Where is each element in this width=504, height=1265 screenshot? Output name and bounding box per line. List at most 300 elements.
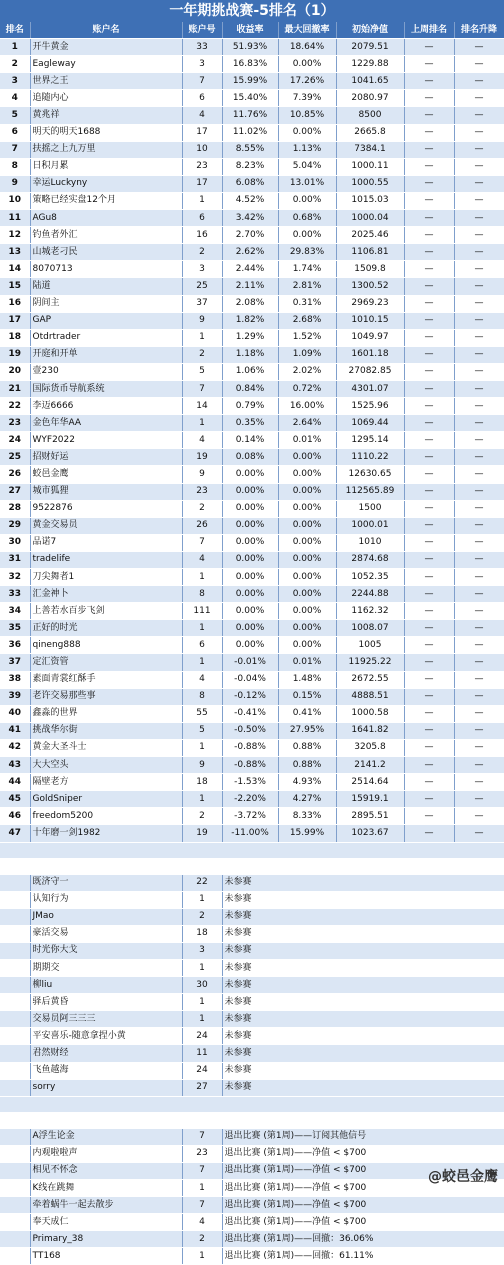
table-cell: 2.62% bbox=[222, 244, 278, 261]
table-cell bbox=[0, 925, 30, 942]
table-cell: 19 bbox=[182, 825, 222, 842]
table-cell: 1000.04 bbox=[336, 210, 404, 227]
table-cell: 0.00% bbox=[278, 483, 336, 500]
table-row bbox=[0, 39, 504, 56]
exited-row bbox=[0, 1214, 504, 1231]
table-cell: 24 bbox=[182, 1062, 222, 1079]
table-cell: 7 bbox=[182, 1197, 222, 1214]
table-cell: — bbox=[454, 210, 504, 227]
table-cell: 2080.97 bbox=[336, 90, 404, 107]
table-cell: 1500 bbox=[336, 500, 404, 517]
table-cell: 2079.51 bbox=[336, 39, 404, 56]
table-cell: — bbox=[454, 124, 504, 141]
table-cell: 退出比赛 (第1周)——回撤：36.06% bbox=[222, 1231, 504, 1248]
table-cell: 19 bbox=[182, 449, 222, 466]
table-cell: — bbox=[454, 688, 504, 705]
table-cell: 平安喜乐-随意拿捏小黄 bbox=[30, 1028, 182, 1045]
table-cell: 41 bbox=[0, 722, 30, 739]
table-cell: — bbox=[404, 90, 454, 107]
table-cell: — bbox=[404, 637, 454, 654]
table-cell: — bbox=[454, 586, 504, 603]
table-cell: 1 bbox=[182, 415, 222, 432]
not-joined-row bbox=[0, 994, 504, 1011]
table-cell: 未参赛 bbox=[222, 1028, 504, 1045]
exited-row bbox=[0, 1128, 504, 1145]
table-cell: 5 bbox=[182, 363, 222, 380]
table-cell: 7 bbox=[182, 1162, 222, 1179]
table-cell: 1 bbox=[182, 1180, 222, 1197]
spacer-row bbox=[0, 1096, 504, 1112]
table-cell: 3 bbox=[182, 56, 222, 73]
table-cell: 1 bbox=[182, 620, 222, 637]
table-cell: — bbox=[454, 705, 504, 722]
table-row bbox=[0, 432, 504, 449]
table-cell: 11925.22 bbox=[336, 654, 404, 671]
table-cell: 1 bbox=[182, 791, 222, 808]
table-cell: 0.00% bbox=[222, 517, 278, 534]
table-cell: 4 bbox=[182, 1214, 222, 1231]
table-row bbox=[0, 415, 504, 432]
table-cell: 山城老刁民 bbox=[30, 244, 182, 261]
table-cell: 8 bbox=[182, 586, 222, 603]
table-cell bbox=[0, 874, 30, 891]
exited-row bbox=[0, 1248, 504, 1265]
table-cell: 12630.65 bbox=[336, 466, 404, 483]
table-cell: 内观啦啦声 bbox=[30, 1145, 182, 1162]
table-cell: — bbox=[454, 825, 504, 842]
table-cell: 2 bbox=[182, 500, 222, 517]
table-cell: Primary_38 bbox=[30, 1231, 182, 1248]
table-cell: 开牛黄金 bbox=[30, 39, 182, 56]
table-cell: 37 bbox=[182, 295, 222, 312]
table-cell: — bbox=[454, 158, 504, 175]
table-cell: 5 bbox=[182, 722, 222, 739]
table-cell: 1.13% bbox=[278, 141, 336, 158]
table-cell: 2 bbox=[182, 1231, 222, 1248]
table-cell: — bbox=[404, 517, 454, 534]
table-cell: — bbox=[454, 261, 504, 278]
table-title: 一年期挑战赛-5排名（1） bbox=[0, 0, 504, 22]
table-cell: 30 bbox=[182, 977, 222, 994]
table-cell: 0.15% bbox=[278, 688, 336, 705]
table-cell: 既济守一 bbox=[30, 874, 182, 891]
table-cell: 33 bbox=[0, 586, 30, 603]
table-cell: 未参赛 bbox=[222, 977, 504, 994]
table-cell: 老许交易那些事 bbox=[30, 688, 182, 705]
table-cell: 期期交 bbox=[30, 959, 182, 976]
table-cell: 1 bbox=[182, 569, 222, 586]
table-cell: 1.09% bbox=[278, 346, 336, 363]
table-cell: — bbox=[404, 312, 454, 329]
table-cell: 0.00% bbox=[278, 449, 336, 466]
not-joined-row bbox=[0, 874, 504, 891]
table-cell: 4.27% bbox=[278, 791, 336, 808]
table-cell: 13 bbox=[0, 244, 30, 261]
column-header: 初始净值 bbox=[336, 22, 404, 39]
table-cell: 时光你大戈 bbox=[30, 942, 182, 959]
table-cell: — bbox=[404, 603, 454, 620]
table-cell: — bbox=[404, 620, 454, 637]
table-cell: 7.39% bbox=[278, 90, 336, 107]
table-cell: 33 bbox=[182, 39, 222, 56]
table-cell bbox=[0, 1062, 30, 1079]
table-cell: — bbox=[454, 39, 504, 56]
table-row bbox=[0, 534, 504, 551]
table-cell: 1601.18 bbox=[336, 346, 404, 363]
table-cell: 豪活交易 bbox=[30, 925, 182, 942]
table-cell: 18 bbox=[182, 925, 222, 942]
table-row bbox=[0, 483, 504, 500]
table-cell: 牵着蜗牛一起去散步 bbox=[30, 1197, 182, 1214]
table-cell: 37 bbox=[0, 654, 30, 671]
table-cell: 0.00% bbox=[278, 551, 336, 568]
table-cell: 1 bbox=[182, 329, 222, 346]
table-cell: 2.68% bbox=[278, 312, 336, 329]
table-cell: — bbox=[454, 415, 504, 432]
table-cell: — bbox=[454, 551, 504, 568]
table-row bbox=[0, 210, 504, 227]
table-cell: 1023.67 bbox=[336, 825, 404, 842]
table-cell: — bbox=[404, 654, 454, 671]
table-cell: 19 bbox=[0, 346, 30, 363]
table-cell: Eagleway bbox=[30, 56, 182, 73]
table-cell: 24 bbox=[0, 432, 30, 449]
table-cell: 15.99% bbox=[222, 73, 278, 90]
table-row bbox=[0, 757, 504, 774]
table-cell: — bbox=[454, 56, 504, 73]
table-cell: 2874.68 bbox=[336, 551, 404, 568]
table-cell: tradelife bbox=[30, 551, 182, 568]
table-cell: 11.76% bbox=[222, 107, 278, 124]
table-cell: 1 bbox=[182, 192, 222, 209]
table-cell: 1 bbox=[182, 1248, 222, 1265]
table-cell: 47 bbox=[0, 825, 30, 842]
table-cell: — bbox=[404, 671, 454, 688]
table-cell: 7 bbox=[0, 141, 30, 158]
table-cell: 20 bbox=[0, 363, 30, 380]
table-cell: 3 bbox=[182, 261, 222, 278]
table-cell: 27082.85 bbox=[336, 363, 404, 380]
not-joined-row bbox=[0, 1062, 504, 1079]
table-row bbox=[0, 398, 504, 415]
table-cell: -2.20% bbox=[222, 791, 278, 808]
table-cell: — bbox=[454, 380, 504, 397]
watermark: @蛟邑金鹰 bbox=[428, 1169, 498, 1185]
table-row bbox=[0, 825, 504, 842]
table-cell: 36 bbox=[0, 637, 30, 654]
table-cell: 1.82% bbox=[222, 312, 278, 329]
table-cell bbox=[0, 994, 30, 1011]
table-cell: 45 bbox=[0, 791, 30, 808]
column-header: 最大回撤率 bbox=[278, 22, 336, 39]
table-cell: -0.88% bbox=[222, 739, 278, 756]
table-cell: 0.00% bbox=[278, 517, 336, 534]
table-cell: -0.04% bbox=[222, 671, 278, 688]
table-cell: 1162.32 bbox=[336, 603, 404, 620]
table-cell: 定汇资管 bbox=[30, 654, 182, 671]
table-cell: 0.00% bbox=[278, 569, 336, 586]
table-cell: — bbox=[454, 534, 504, 551]
table-cell: 0.00% bbox=[278, 620, 336, 637]
table-cell: 6 bbox=[182, 210, 222, 227]
table-cell: 21 bbox=[0, 380, 30, 397]
table-cell: 0.00% bbox=[222, 466, 278, 483]
table-cell: — bbox=[404, 346, 454, 363]
table-cell: 17.26% bbox=[278, 73, 336, 90]
table-cell: 7384.1 bbox=[336, 141, 404, 158]
exited-row bbox=[0, 1197, 504, 1214]
table-cell: 46 bbox=[0, 808, 30, 825]
not-joined-row bbox=[0, 1011, 504, 1028]
table-cell: 2.81% bbox=[278, 278, 336, 295]
table-cell: 44 bbox=[0, 774, 30, 791]
table-cell: WYF2022 bbox=[30, 432, 182, 449]
table-cell: 2 bbox=[182, 244, 222, 261]
table-cell: 0.01% bbox=[278, 654, 336, 671]
table-cell: 22 bbox=[0, 398, 30, 415]
table-row bbox=[0, 671, 504, 688]
not-joined-row bbox=[0, 959, 504, 976]
table-cell: AGu8 bbox=[30, 210, 182, 227]
table-cell: — bbox=[454, 90, 504, 107]
table-cell: 驿后黄昏 bbox=[30, 994, 182, 1011]
table-cell: 51.93% bbox=[222, 39, 278, 56]
table-cell: 0.00% bbox=[278, 56, 336, 73]
table-cell: 15.40% bbox=[222, 90, 278, 107]
table-cell: — bbox=[454, 346, 504, 363]
table-cell: 1.74% bbox=[278, 261, 336, 278]
table-cell bbox=[0, 1011, 30, 1028]
table-cell: 1008.07 bbox=[336, 620, 404, 637]
table-cell: — bbox=[404, 141, 454, 158]
column-header: 收益率 bbox=[222, 22, 278, 39]
table-cell: 未参赛 bbox=[222, 908, 504, 925]
table-cell: 16 bbox=[0, 295, 30, 312]
table-row bbox=[0, 141, 504, 158]
table-cell bbox=[0, 1231, 30, 1248]
table-cell: — bbox=[454, 620, 504, 637]
table-cell: 6 bbox=[182, 90, 222, 107]
not-joined-row bbox=[0, 891, 504, 908]
table-cell: — bbox=[454, 483, 504, 500]
table-cell: 34 bbox=[0, 603, 30, 620]
table-cell bbox=[0, 1079, 30, 1096]
table-cell: 38 bbox=[0, 671, 30, 688]
table-cell: TT168 bbox=[30, 1248, 182, 1265]
table-cell: — bbox=[404, 39, 454, 56]
table-cell: 1641.82 bbox=[336, 722, 404, 739]
table-cell: 0.00% bbox=[222, 603, 278, 620]
table-cell: 1 bbox=[182, 654, 222, 671]
table-cell: 17 bbox=[182, 124, 222, 141]
table-row bbox=[0, 739, 504, 756]
table-row bbox=[0, 175, 504, 192]
table-row bbox=[0, 295, 504, 312]
table-cell: -1.53% bbox=[222, 774, 278, 791]
table-cell: 陆道 bbox=[30, 278, 182, 295]
table-cell: — bbox=[454, 808, 504, 825]
table-cell: — bbox=[404, 124, 454, 141]
table-cell: — bbox=[404, 466, 454, 483]
table-cell: 0.00% bbox=[278, 603, 336, 620]
table-cell: 2141.2 bbox=[336, 757, 404, 774]
table-cell: 26 bbox=[182, 517, 222, 534]
table-cell: 11 bbox=[182, 1045, 222, 1062]
table-cell: 35 bbox=[0, 620, 30, 637]
table-cell: 开庭和开单 bbox=[30, 346, 182, 363]
table-cell: — bbox=[404, 295, 454, 312]
table-row bbox=[0, 808, 504, 825]
table-cell: 42 bbox=[0, 739, 30, 756]
table-cell: 0.68% bbox=[278, 210, 336, 227]
table-cell: — bbox=[454, 603, 504, 620]
table-cell: — bbox=[404, 329, 454, 346]
table-cell: 2244.88 bbox=[336, 586, 404, 603]
table-cell: A浮生论金 bbox=[30, 1128, 182, 1145]
table-cell bbox=[0, 1162, 30, 1179]
table-row bbox=[0, 90, 504, 107]
table-cell: — bbox=[454, 466, 504, 483]
table-cell: — bbox=[404, 192, 454, 209]
table-cell bbox=[0, 908, 30, 925]
table-cell: — bbox=[404, 722, 454, 739]
table-cell: 15.99% bbox=[278, 825, 336, 842]
not-joined-row bbox=[0, 925, 504, 942]
table-cell: 111 bbox=[182, 603, 222, 620]
table-cell: 17 bbox=[0, 312, 30, 329]
not-joined-row bbox=[0, 908, 504, 925]
table-cell: — bbox=[404, 227, 454, 244]
table-cell: 5 bbox=[0, 107, 30, 124]
table-cell: 18.64% bbox=[278, 39, 336, 56]
table-cell: 9522876 bbox=[30, 500, 182, 517]
table-cell: 39 bbox=[0, 688, 30, 705]
table-cell: 十年磨一剑1982 bbox=[30, 825, 182, 842]
table-cell: — bbox=[454, 517, 504, 534]
table-cell: 未参赛 bbox=[222, 959, 504, 976]
table-row bbox=[0, 774, 504, 791]
table-cell: GAP bbox=[30, 312, 182, 329]
table-row bbox=[0, 688, 504, 705]
table-cell: 31 bbox=[0, 551, 30, 568]
table-cell: 汇金神卜 bbox=[30, 586, 182, 603]
table-cell: 13.01% bbox=[278, 175, 336, 192]
table-cell: 1010.15 bbox=[336, 312, 404, 329]
table-cell: 0.00% bbox=[222, 620, 278, 637]
table-cell: — bbox=[404, 757, 454, 774]
table-cell: 1 bbox=[182, 994, 222, 1011]
table-cell: — bbox=[404, 415, 454, 432]
table-cell: 1010 bbox=[336, 534, 404, 551]
table-cell: 25 bbox=[182, 278, 222, 295]
table-cell: 退出比赛 (第1周)——订阅其他信号 bbox=[222, 1128, 504, 1145]
table-cell: — bbox=[404, 808, 454, 825]
table-cell: 1509.8 bbox=[336, 261, 404, 278]
table-cell: — bbox=[404, 688, 454, 705]
exited-row bbox=[0, 1145, 504, 1162]
table-cell: 1052.35 bbox=[336, 569, 404, 586]
table-cell: 2.44% bbox=[222, 261, 278, 278]
table-cell: 2 bbox=[182, 808, 222, 825]
table-cell: 0.14% bbox=[222, 432, 278, 449]
table-cell bbox=[0, 1145, 30, 1162]
table-row bbox=[0, 620, 504, 637]
table-cell: — bbox=[404, 569, 454, 586]
table-cell: 30 bbox=[0, 534, 30, 551]
table-cell: 9 bbox=[182, 312, 222, 329]
table-cell: 0.88% bbox=[278, 757, 336, 774]
table-cell: 23 bbox=[182, 158, 222, 175]
table-cell: 2895.51 bbox=[336, 808, 404, 825]
table-cell: — bbox=[454, 722, 504, 739]
table-cell: 明天的明天1688 bbox=[30, 124, 182, 141]
table-cell: 1295.14 bbox=[336, 432, 404, 449]
exited-row bbox=[0, 1231, 504, 1248]
table-cell: 15 bbox=[0, 278, 30, 295]
table-row bbox=[0, 791, 504, 808]
table-cell bbox=[0, 1028, 30, 1045]
table-cell: 4888.51 bbox=[336, 688, 404, 705]
table-cell bbox=[0, 1128, 30, 1145]
table-cell: — bbox=[454, 398, 504, 415]
header-row bbox=[0, 22, 504, 39]
table-cell: 1.52% bbox=[278, 329, 336, 346]
not-joined-row bbox=[0, 1045, 504, 1062]
table-cell: 李迈6666 bbox=[30, 398, 182, 415]
table-cell: 国际货币导航系统 bbox=[30, 380, 182, 397]
table-cell: 2025.46 bbox=[336, 227, 404, 244]
table-row bbox=[0, 227, 504, 244]
table-cell: qineng888 bbox=[30, 637, 182, 654]
table-cell: 策略已经实盘12个月 bbox=[30, 192, 182, 209]
table-cell: 相见不怀念 bbox=[30, 1162, 182, 1179]
table-cell: — bbox=[404, 210, 454, 227]
table-cell: 0.41% bbox=[278, 705, 336, 722]
spacer-row bbox=[0, 858, 504, 874]
table-cell: — bbox=[454, 774, 504, 791]
table-cell: — bbox=[404, 56, 454, 73]
table-cell bbox=[0, 977, 30, 994]
table-cell: 4.52% bbox=[222, 192, 278, 209]
table-cell: 6 bbox=[0, 124, 30, 141]
table-cell: 3.42% bbox=[222, 210, 278, 227]
table-cell: — bbox=[454, 449, 504, 466]
table-cell: — bbox=[454, 329, 504, 346]
table-cell: 世界之王 bbox=[30, 73, 182, 90]
column-header: 排名升降 bbox=[454, 22, 504, 39]
table-cell: 5.04% bbox=[278, 158, 336, 175]
table-cell: 6 bbox=[182, 637, 222, 654]
table-cell: 挑战华尔街 bbox=[30, 722, 182, 739]
table-cell: 27 bbox=[182, 1079, 222, 1096]
table-cell: — bbox=[454, 227, 504, 244]
table-cell: 黄金交易员 bbox=[30, 517, 182, 534]
table-cell: 0.00% bbox=[222, 534, 278, 551]
table-cell: 1.18% bbox=[222, 346, 278, 363]
table-cell: 18 bbox=[0, 329, 30, 346]
table-row bbox=[0, 500, 504, 517]
table-cell: — bbox=[404, 363, 454, 380]
table-cell: — bbox=[404, 261, 454, 278]
table-cell: 0.00% bbox=[222, 637, 278, 654]
not-joined-row bbox=[0, 1079, 504, 1096]
table-cell: — bbox=[404, 158, 454, 175]
table-cell: 1.06% bbox=[222, 363, 278, 380]
table-row bbox=[0, 380, 504, 397]
table-cell: 壹230 bbox=[30, 363, 182, 380]
table-cell: 大大空头 bbox=[30, 757, 182, 774]
table-cell: 退出比赛 (第1周)——回撤：61.11% bbox=[222, 1248, 504, 1265]
